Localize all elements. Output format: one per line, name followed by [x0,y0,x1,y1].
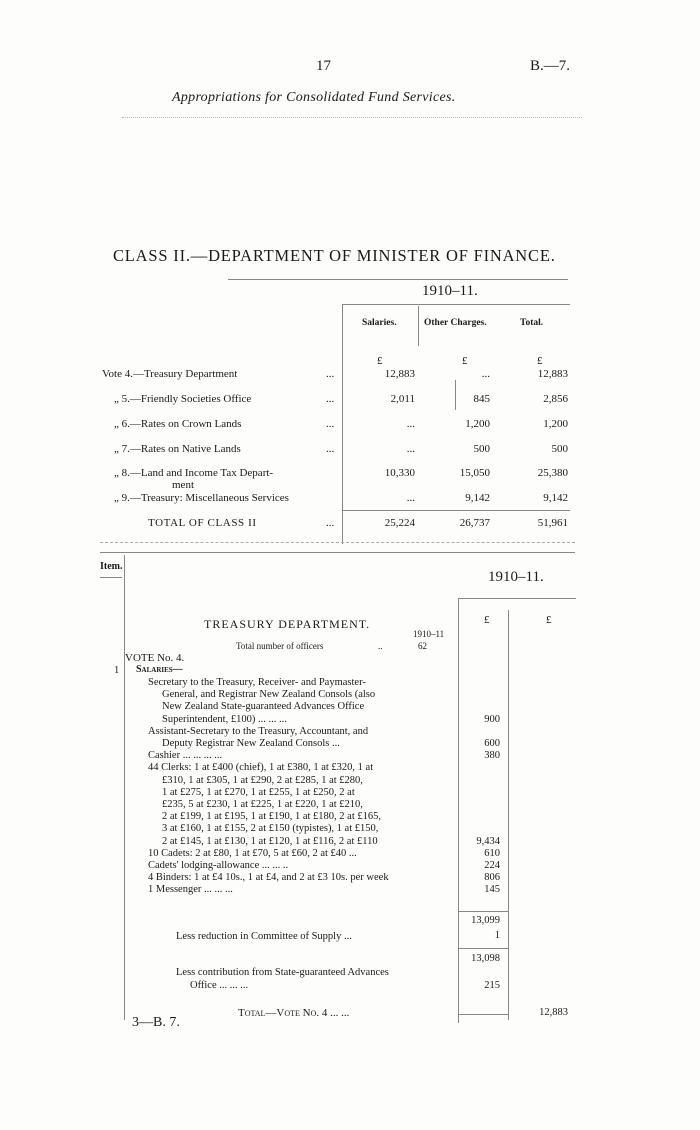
summary-total-dots: ... [326,517,335,529]
summary-row-other: ... [481,368,490,380]
officers-year: 1910–11 [413,629,445,639]
detail-line-amount: 600 [484,738,500,749]
vote-heading: VOTE No. 4. [125,652,185,664]
detail-line-amount: 9,434 [476,836,500,847]
contribution-amount: 215 [484,980,500,991]
page-number: 17 [316,58,331,74]
summary-row-salaries: 12,883 [384,368,415,380]
summary-row-dots: ... [326,368,335,380]
summary-total-total: 51,961 [537,517,568,529]
vote-total-amount: 12,883 [539,1007,568,1018]
summary-row-total: 500 [551,443,568,455]
summary-row-label: „ 9.—Treasury: Miscellaneous Services [114,492,289,504]
detail-line-text: £310, 1 at £305, 1 at £290, 2 at £285, 1 at £280, [162,775,363,786]
summary-row-other: 15,050 [459,467,490,479]
department-heading: TREASURY DEPARTMENT. [204,617,371,631]
summary-row-label: Vote 4.—Treasury Department [102,368,238,380]
summary-row-label-cont: ment [172,479,194,491]
currency-salaries: £ [377,355,383,367]
summary-row-other: 1,200 [465,418,490,430]
summary-row-dots: ... [326,443,335,455]
summary-row-total: 1,200 [543,418,568,430]
detail-line-text: 4 Binders: 1 at £4 10s., 1 at £4, and 2 at £3 10s. per week [148,872,389,883]
detail-currency-2: £ [546,614,552,626]
page-subtitle: Appropriations for Consolidated Fund Services. [172,90,456,105]
detail-line-text: 1 at £275, 1 at £270, 1 at £255, 1 at £250, 2 at [162,787,355,798]
detail-top-rule [100,552,575,553]
vote-total-rule [458,1014,508,1015]
summary-row-salaries: 10,330 [384,467,415,479]
detail-line-amount: 610 [484,848,500,859]
reduction-label: Less reduction in Committee of Supply ... [176,931,352,942]
detail-line-text: Assistant-Secretary to the Treasury, Accountant, and [148,726,369,737]
detail-line-amount: 806 [484,872,500,883]
detail-line-amount: 145 [484,884,500,895]
item-column-rule [124,555,125,1020]
detail-line-amount: 900 [484,714,500,725]
currency-other: £ [462,355,468,367]
contribution-label: Less contribution from State-guaranteed Advances [176,967,389,978]
summary-row-total: 9,142 [543,492,568,504]
summary-total-salaries: 25,224 [384,517,415,529]
summary-total-label: TOTAL OF CLASS II [148,517,257,529]
class-title: CLASS II.—DEPARTMENT OF MINISTER OF FINANCE. [113,246,556,265]
item-column-header: Item. [100,561,123,572]
detail-line-text: 1 Messenger ... ... ... [148,884,233,895]
summary-row-label: „ 8.—Land and Income Tax Depart- [114,467,274,479]
vote-total-label: Total—Vote No. 4 ... ... [238,1007,350,1019]
summary-row-salaries: 2,011 [390,393,415,405]
summary-bottom-rule [100,542,575,543]
detail-line-text: Deputy Registrar New Zealand Consols ... [162,738,340,749]
detail-line-amount: 380 [484,750,500,761]
officers-count: 62 [418,641,427,651]
detail-line-text: New Zealand State-guaranteed Advances Office [162,701,365,712]
summary-row-salaries: ... [406,492,415,504]
detail-line-amount: 224 [484,860,500,871]
summary-row-total: 25,380 [537,467,568,479]
summary-row-label: „ 7.—Rates on Native Lands [114,443,241,455]
detail-line-text: Superintendent, £100) ... ... ... [162,714,287,725]
summary-row-dots: ... [326,418,335,430]
summary-row-label: „ 5.—Friendly Societies Office [114,393,252,405]
subtotal-amount: 13,099 [471,915,500,926]
after-reduction-amount: 13,098 [471,953,500,964]
col-other-charges: Other Charges. [424,318,487,328]
summary-row-salaries: ... [406,443,415,455]
item-number: 1 [114,665,120,676]
document-reference: B.—7. [530,58,571,74]
detail-line-text: 44 Clerks: 1 at £400 (chief), 1 at £380, 1 at £320, 1 at [148,762,374,773]
detail-line-text: 3 at £160, 1 at £155, 2 at £150 (typistes), 1 at £150, [162,823,379,834]
summary-top-rule [228,279,568,280]
detail-line-text: £235, 5 at £230, 1 at £225, 1 at £220, 1 at £210, [162,799,363,810]
officers-dots: .. [378,641,383,651]
contribution-label-2: Office ... ... ... [190,980,249,991]
detail-line-text: 2 at £145, 1 at £130, 1 at £120, 1 at £116, 2 at £110 [162,836,378,847]
summary-row-other: 845 [473,393,490,405]
summary-row-other: 500 [473,443,490,455]
detail-line-text: 10 Cadets: 2 at £80, 1 at £70, 5 at £60, 2 at £40 ... [148,848,357,859]
detail-line-text: Secretary to the Treasury, Receiver- and Paymaster- [148,677,366,688]
detail-currency-1: £ [484,614,490,626]
summary-total-rule [342,510,570,511]
header-rule [122,117,582,118]
detail-line-text: General, and Registrar New Zealand Consols (also [162,689,376,700]
officers-label: Total number of officers [236,641,324,651]
currency-total: £ [537,355,543,367]
footer-signature: 3—B. 7. [132,1015,180,1030]
summary-row-other: 9,142 [465,492,490,504]
summary-row-total: 2,856 [543,393,568,405]
detail-line-text: Cashier ... ... ... ... [148,750,223,761]
summary-col-rule-1 [342,304,343,544]
detail-col-rule-2 [508,610,509,1020]
summary-col-rule-2 [418,306,419,346]
summary-row-dots: ... [326,393,335,405]
subtotal-rule [458,911,508,912]
reduction-rule [458,948,508,949]
reduction-amount: 1 [494,930,500,941]
summary-row-label: „ 6.—Rates on Crown Lands [114,418,242,430]
summary-year: 1910–11. [422,283,478,299]
detail-line-text: Cadets' lodging-allowance ... ... .. [148,860,289,871]
summary-total-other: 26,737 [459,517,490,529]
detail-line-text: 2 at £199, 1 at £195, 1 at £190, 1 at £180, 2 at £165, [162,811,382,822]
summary-row-total: 12,883 [537,368,568,380]
summary-row-salaries: ... [406,418,415,430]
col-salaries: Salaries. [362,318,397,328]
col-total: Total. [520,318,544,328]
detail-year-rule [458,598,576,599]
item-header-rule [100,577,122,578]
summary-year-rule [342,304,570,305]
salaries-heading: Salaries— [136,664,183,675]
detail-year: 1910–11. [488,569,544,585]
